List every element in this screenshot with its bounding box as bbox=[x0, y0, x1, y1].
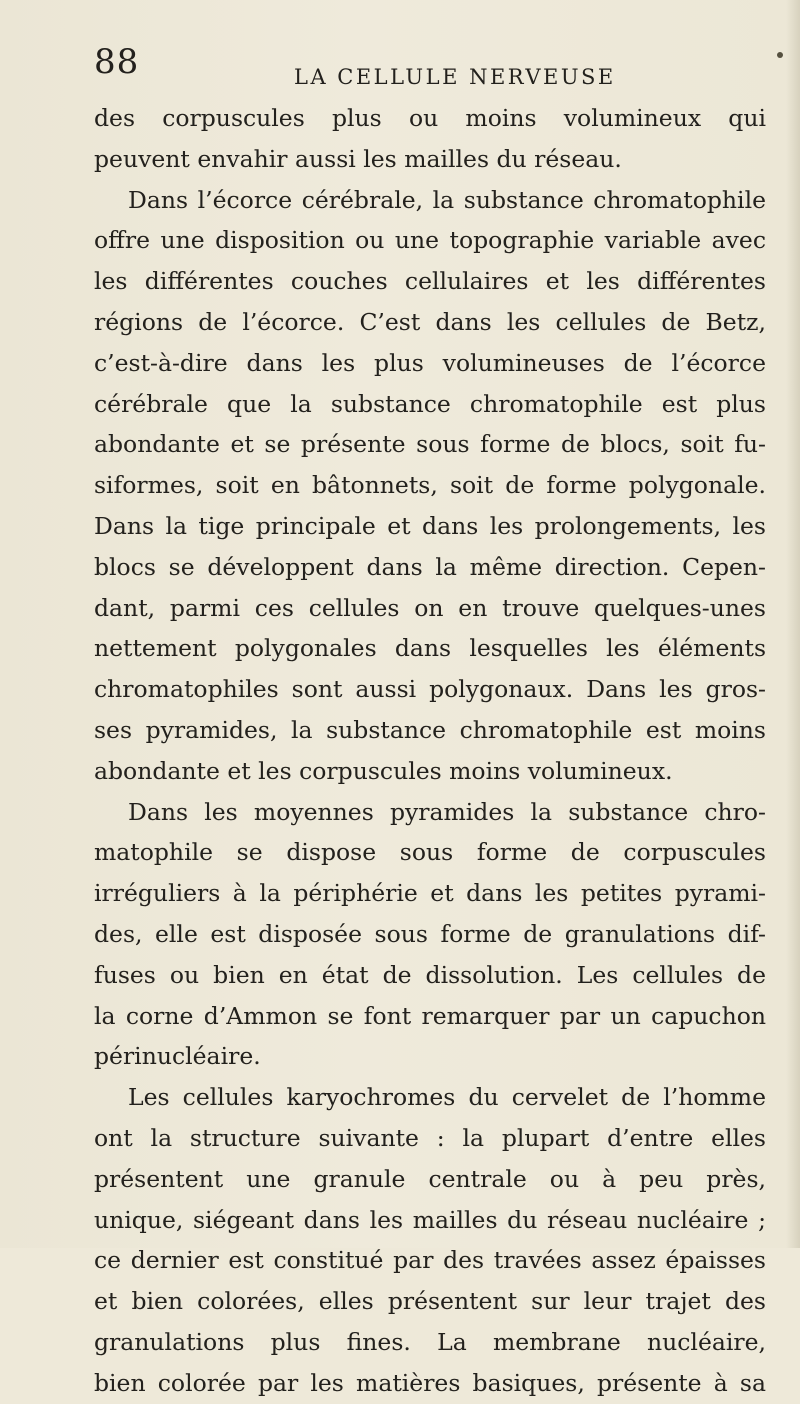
text-line: bien colorée par les matières basiques, présente à sa bbox=[94, 1368, 766, 1397]
text-line: et bien colorées, elles présentent sur leur trajet des bbox=[94, 1287, 766, 1316]
text-line: Dans les moyennes pyramides la substance chro- bbox=[128, 797, 766, 826]
text-line: abondante et les corpuscules moins volumineux. bbox=[94, 756, 673, 785]
text-line: offre une disposition ou une topographie variable avec bbox=[94, 226, 766, 255]
text-line: des, elle est disposée sous forme de granulations dif- bbox=[94, 919, 766, 948]
text-line: matophile se dispose sous forme de corpuscules bbox=[94, 838, 766, 867]
text-line: granulations plus fines. La membrane nucléaire, bbox=[94, 1327, 766, 1356]
text-line: la corne d’Ammon se font remarquer par un capuchon bbox=[94, 1001, 766, 1030]
text-line: régions de l’écorce. C’est dans les cellules de Betz, bbox=[94, 307, 766, 336]
text-line: chromatophiles sont aussi polygonaux. Dans les gros- bbox=[94, 675, 766, 704]
text-line: les différentes couches cellulaires et les différentes bbox=[94, 267, 766, 296]
text-line: c’est-à-dire dans les plus volumineuses de l’écorce bbox=[94, 348, 766, 377]
text-line: ont la structure suivante : la plupart d’entre elles bbox=[94, 1123, 766, 1152]
text-line: périnucléaire. bbox=[94, 1042, 261, 1071]
text-line: ce dernier est constitué par des travées assez épaisses bbox=[94, 1246, 766, 1275]
running-title: LA CELLULE NERVEUSE bbox=[294, 65, 616, 89]
text-line: des corpuscules plus ou moins volumineux qui bbox=[94, 104, 766, 132]
page-header bbox=[94, 42, 774, 92]
text-line: fuses ou bien en état de dissolution. Les cellules de bbox=[94, 960, 766, 989]
text-line: Dans la tige principale et dans les prolongements, les bbox=[94, 511, 766, 540]
text-line: nettement polygonales dans lesquelles les éléments bbox=[94, 634, 766, 663]
text-line: peuvent envahir aussi les mailles du réseau. bbox=[94, 144, 622, 173]
text-line: ses pyramides, la substance chromatophile est moins bbox=[94, 715, 766, 744]
text-line: blocs se développent dans la même direction. Cepen- bbox=[94, 552, 766, 581]
text-line: siformes, soit en bâtonnets, soit de forme polygonale. bbox=[94, 471, 766, 500]
body-text bbox=[94, 98, 766, 1404]
text-line: abondante et se présente sous forme de blocs, soit fu- bbox=[94, 430, 766, 459]
page-number: 88 bbox=[94, 42, 140, 82]
page-edge-shadow bbox=[786, 0, 800, 1248]
text-line: présentent une granule centrale ou à peu près, bbox=[94, 1164, 766, 1193]
text-line: Les cellules karyochromes du cervelet de l’homme bbox=[128, 1083, 766, 1112]
text-line: unique, siégeant dans les mailles du réseau nucléaire ; bbox=[94, 1205, 766, 1234]
text-line: irréguliers à la périphérie et dans les petites pyrami- bbox=[94, 879, 766, 908]
text-line: dant, parmi ces cellules on en trouve quelques-unes bbox=[94, 593, 766, 622]
text-line: cérébrale que la substance chromatophile est plus bbox=[94, 389, 766, 418]
ink-speck bbox=[777, 52, 783, 58]
text-line: Dans l’écorce cérébrale, la substance chromatophile bbox=[128, 185, 766, 214]
